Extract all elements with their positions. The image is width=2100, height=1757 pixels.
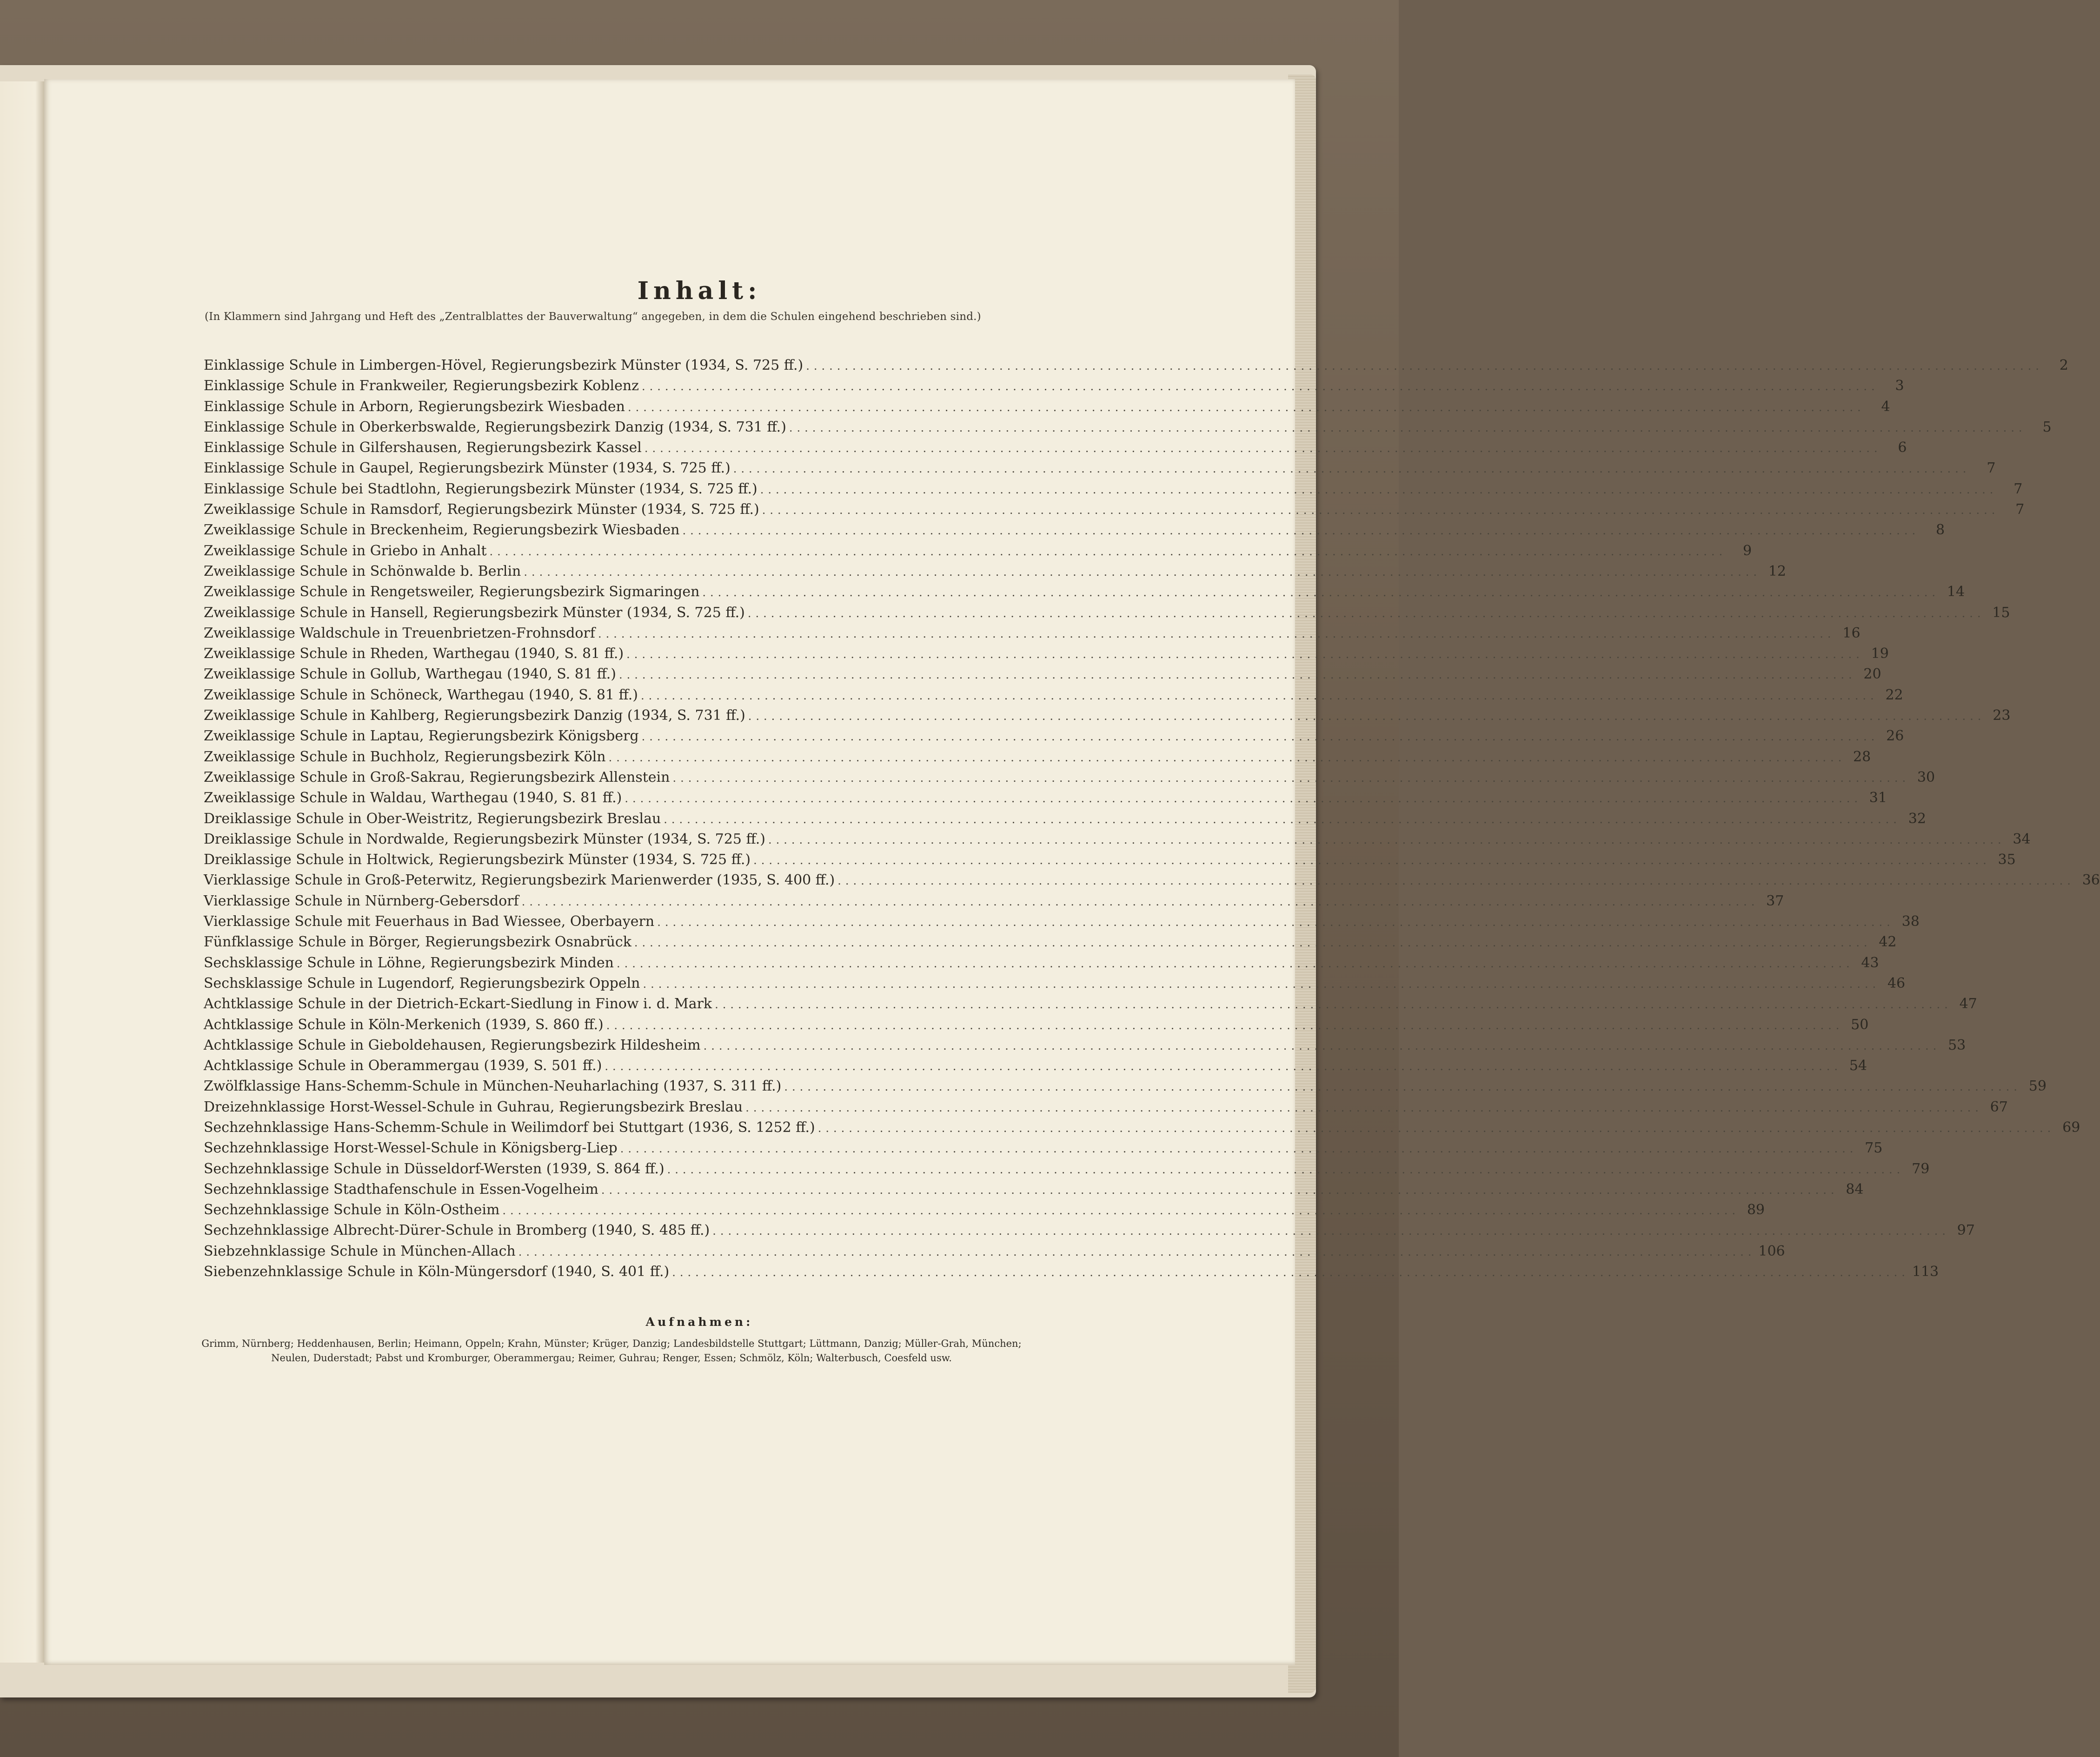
toc-entry-page: 84 bbox=[1846, 1181, 1864, 1198]
toc-entry bbox=[204, 604, 2010, 625]
toc-entry-title: Achtklassige Schule in der Dietrich-Eckart-Siedlung in Finow i. d. Mark bbox=[204, 996, 712, 1012]
toc-entry bbox=[204, 584, 1965, 604]
toc-entry bbox=[204, 398, 1890, 419]
toc-entry-page: 4 bbox=[1881, 398, 1890, 415]
toc-entry bbox=[204, 913, 1920, 934]
toc-leader-dots: ................................................................................................................................................................ bbox=[626, 648, 1864, 661]
toc-leader-dots: ................................................................................................................................................................ bbox=[502, 1204, 1740, 1218]
toc-entry-title: Zwölfklassige Hans-Schemm-Schule in München-Neuharlaching (1937, S. 311 ff.) bbox=[204, 1078, 782, 1095]
toc-entry bbox=[204, 480, 2023, 501]
toc-entry-page: 16 bbox=[1842, 625, 1861, 641]
toc-entry-page: 7 bbox=[2015, 501, 2025, 518]
toc-entry-title: Einklassige Schule in Limbergen-Hövel, Regierungsbezirk Münster (1934, S. 725 ff.) bbox=[204, 357, 804, 373]
toc-entry bbox=[204, 1202, 1765, 1222]
toc-entry bbox=[204, 460, 1996, 480]
toc-entry-title: Zweiklassige Schule in Griebo in Anhalt bbox=[204, 542, 487, 559]
toc-entry bbox=[204, 625, 1861, 646]
toc-entry bbox=[204, 501, 2025, 522]
toc-leader-dots: ................................................................................................................................................................ bbox=[601, 1183, 1839, 1197]
toc-entry bbox=[204, 852, 2016, 872]
toc-entry-page: 59 bbox=[2028, 1078, 2047, 1095]
photo-credits: Grimm, Nürnberg; Heddenhausen, Berlin; Heimann, Oppeln; Krahn, Münster; Krüger, Danzig; Landesbildstelle Stuttgart; Lüttmann, Danzig; Müller-Grah, München; Neulen, Duderstadt; Pabst und Kromburger, Oberammergau; Reimer, Guhrau; Renger, Essen; Schmölz, Köln; Walterbusch, Coesfeld usw. bbox=[201, 1338, 1022, 1364]
toc-leader-dots: ................................................................................................................................................................ bbox=[616, 957, 1854, 970]
toc-entry-title: Zweiklassige Schule in Hansell, Regierungsbezirk Münster (1934, S. 725 ff.) bbox=[204, 604, 745, 621]
toc-entry-title: Sechzehnklassige Schule in Düsseldorf-Wersten (1939, S. 864 ff.) bbox=[204, 1160, 665, 1177]
toc-entry bbox=[204, 1160, 1930, 1181]
toc-leader-dots: ................................................................................................................................................................ bbox=[817, 1121, 2055, 1135]
toc-entry-page: 32 bbox=[1908, 810, 1926, 827]
toc-entry-page: 67 bbox=[1990, 1098, 2008, 1115]
toc-leader-dots: ................................................................................................................................................................ bbox=[784, 1080, 2021, 1094]
toc-entry bbox=[204, 934, 1897, 954]
toc-entry-title: Dreiklassige Schule in Holtwick, Regierungsbezirk Münster (1934, S. 725 ff.) bbox=[204, 852, 751, 868]
toc-entry-title: Zweiklassige Schule in Ramsdorf, Regierungsbezirk Münster (1934, S. 725 ff.) bbox=[204, 501, 759, 518]
toc-entry bbox=[204, 790, 1887, 810]
toc-entry bbox=[204, 419, 2052, 439]
toc-entry-title: Zweiklassige Schule in Breckenheim, Regierungsbezirk Wiesbaden bbox=[204, 522, 680, 539]
left-page-edge bbox=[0, 81, 44, 1663]
toc-entry-page: 3 bbox=[1895, 378, 1904, 394]
toc-entry bbox=[204, 542, 1752, 563]
toc-leader-dots: ................................................................................................................................................................ bbox=[837, 874, 2075, 888]
toc-entry-page: 31 bbox=[1869, 790, 1887, 806]
toc-leader-dots: ................................................................................................................................................................ bbox=[521, 895, 1759, 908]
toc-leader-dots: ................................................................................................................................................................ bbox=[634, 936, 1872, 950]
page-subtitle-note: (In Klammern sind Jahrgang und Heft des „Zentralblattes der Bauverwaltung“ angegeben, in dem die Schulen eingehend beschrieben sind.) bbox=[205, 311, 981, 323]
toc-entry-page: 35 bbox=[1998, 852, 2016, 868]
toc-entry-page: 69 bbox=[2062, 1119, 2080, 1136]
toc-entry bbox=[204, 439, 1907, 460]
toc-entry-page: 54 bbox=[1849, 1058, 1867, 1074]
toc-leader-dots: ................................................................................................................................................................ bbox=[768, 833, 2006, 846]
toc-entry-title: Zweiklassige Schule in Rheden, Warthegau (1940, S. 81 ff.) bbox=[204, 646, 624, 662]
toc-entry-title: Siebenzehnklassige Schule in Köln-Müngersdorf (1940, S. 401 ff.) bbox=[204, 1264, 670, 1280]
toc-leader-dots: ................................................................................................................................................................ bbox=[641, 730, 1879, 744]
toc-entry bbox=[204, 1078, 2047, 1098]
toc-entry-title: Sechzehnklassige Horst-Wessel-Schule in Königsberg-Liep bbox=[204, 1140, 618, 1157]
toc-entry-page: 28 bbox=[1853, 748, 1871, 765]
toc-leader-dots: ................................................................................................................................................................ bbox=[605, 1060, 1842, 1073]
toc-entry-page: 23 bbox=[1993, 707, 2011, 724]
toc-entry bbox=[204, 872, 2100, 892]
toc-entry-title: Einklassige Schule in Oberkerbswalde, Regierungsbezirk Danzig (1934, S. 731 ff.) bbox=[204, 419, 786, 435]
toc-entry-page: 9 bbox=[1743, 542, 1752, 559]
toc-entry bbox=[204, 892, 1784, 913]
toc-leader-dots: ................................................................................................................................................................ bbox=[641, 689, 1878, 702]
toc-leader-dots: ................................................................................................................................................................ bbox=[625, 792, 1862, 805]
toc-entry-page: 5 bbox=[2042, 419, 2052, 435]
toc-entry-page: 2 bbox=[2059, 357, 2068, 373]
toc-entry-page: 97 bbox=[1957, 1222, 1975, 1239]
toc-leader-dots: ................................................................................................................................................................ bbox=[608, 751, 1846, 764]
toc-entry-title: Sechsklassige Schule in Löhne, Regierungsbezirk Minden bbox=[204, 954, 614, 971]
toc-entry-title: Achtklassige Schule in Oberammergau (1939, S. 501 ff.) bbox=[204, 1058, 602, 1074]
toc-entry-page: 79 bbox=[1912, 1160, 1930, 1177]
toc-leader-dots: ................................................................................................................................................................ bbox=[760, 483, 1998, 496]
toc-entry-page: 42 bbox=[1879, 934, 1897, 951]
toc-entry-title: Einklassige Schule in Frankweiler, Regierungsbezirk Koblenz bbox=[204, 378, 639, 394]
toc-entry-title: Zweiklassige Schule in Groß-Sakrau, Regierungsbezirk Allenstein bbox=[204, 769, 670, 785]
toc-entry-title: Fünfklassige Schule in Börger, Regierungsbezirk Osnabrück bbox=[204, 934, 631, 951]
toc-entry bbox=[204, 1181, 1864, 1202]
toc-entry-title: Zweiklassige Schule in Laptau, Regierungsbezirk Königsberg bbox=[204, 728, 639, 745]
toc-entry-page: 26 bbox=[1886, 728, 1904, 745]
toc-entry-title: Dreiklassige Schule in Nordwalde, Regierungsbezirk Münster (1934, S. 725 ff.) bbox=[204, 831, 765, 847]
toc-entry-title: Achtklassige Schule in Gieboldehausen, Regierungsbezirk Hildesheim bbox=[204, 1037, 701, 1053]
toc-entry-page: 14 bbox=[1947, 584, 1965, 600]
toc-entry-title: Zweiklassige Schule in Kahlberg, Regierungsbezirk Danzig (1934, S. 731 ff.) bbox=[204, 707, 745, 724]
toc-entry-page: 37 bbox=[1766, 892, 1784, 909]
toc-entry bbox=[204, 1222, 1975, 1243]
toc-entry-page: 15 bbox=[1992, 604, 2010, 621]
toc-entry-page: 7 bbox=[2014, 480, 2023, 497]
toc-entry-page: 50 bbox=[1851, 1016, 1869, 1033]
toc-entry-page: 36 bbox=[2082, 872, 2100, 889]
toc-leader-dots: ................................................................................................................................................................ bbox=[753, 854, 1991, 867]
toc-leader-dots: ................................................................................................................................................................ bbox=[489, 545, 1727, 558]
toc-entry-title: Zweiklassige Schule in Gollub, Warthegau (1940, S. 81 ff.) bbox=[204, 666, 616, 683]
toc-entry bbox=[204, 378, 1904, 398]
toc-entry-page: 7 bbox=[1987, 460, 1996, 477]
toc-leader-dots: ................................................................................................................................................................ bbox=[733, 462, 1971, 476]
toc-entry-page: 8 bbox=[1935, 522, 1945, 539]
toc-leader-dots: ................................................................................................................................................................ bbox=[762, 504, 2000, 517]
toc-entry-page: 6 bbox=[1898, 439, 1907, 456]
toc-entry-title: Dreiklassige Schule in Ober-Weistritz, Regierungsbezirk Breslau bbox=[204, 810, 661, 827]
toc-leader-dots: ................................................................................................................................................................ bbox=[620, 1142, 1858, 1156]
toc-leader-dots: ................................................................................................................................................................ bbox=[715, 998, 1952, 1012]
toc-leader-dots: ................................................................................................................................................................ bbox=[664, 812, 1901, 826]
toc-entry-title: Zweiklassige Schule in Schönwalde b. Berlin bbox=[204, 563, 521, 579]
credits-heading: Aufnahmen: bbox=[645, 1315, 753, 1329]
toc-entry-title: Sechzehnklassige Albrecht-Dürer-Schule in Bromberg (1940, S. 485 ff.) bbox=[204, 1222, 710, 1239]
page-title: Inhalt: bbox=[637, 277, 762, 305]
toc-leader-dots: ................................................................................................................................................................ bbox=[682, 524, 1920, 538]
toc-leader-dots: ................................................................................................................................................................ bbox=[745, 1101, 1983, 1114]
toc-entry-page: 38 bbox=[1901, 913, 1920, 930]
toc-entry-title: Einklassige Schule in Arborn, Regierungsbezirk Wiesbaden bbox=[204, 398, 625, 415]
toc-entry-title: Sechsklassige Schule in Lugendorf, Regierungsbezirk Oppeln bbox=[204, 975, 640, 992]
toc-entry bbox=[204, 1058, 1867, 1078]
toc-entry-title: Zweiklassige Schule in Schöneck, Warthegau (1940, S. 81 ff.) bbox=[204, 686, 638, 703]
toc-entry bbox=[204, 686, 1903, 707]
toc-entry-page: 22 bbox=[1885, 686, 1903, 703]
toc-entry-title: Sechzehnklassige Hans-Schemm-Schule in Weilimdorf bei Stuttgart (1936, S. 1252 ff.) bbox=[204, 1119, 815, 1136]
toc-entry-page: 53 bbox=[1948, 1037, 1966, 1053]
toc-leader-dots: ................................................................................................................................................................ bbox=[524, 565, 1761, 579]
toc-entry-page: 113 bbox=[1912, 1264, 1939, 1280]
toc-entry-title: Zweiklassige Schule in Rengetsweiler, Regierungsbezirk Sigmaringen bbox=[204, 584, 700, 600]
toc-entry bbox=[204, 975, 1906, 996]
toc-entry bbox=[204, 769, 1935, 790]
toc-leader-dots: ................................................................................................................................................................ bbox=[702, 586, 1940, 599]
toc-entry bbox=[204, 1037, 1966, 1058]
toc-entry-title: Einklassige Schule in Gaupel, Regierungsbezirk Münster (1934, S. 725 ff.) bbox=[204, 460, 731, 477]
toc-entry-page: 75 bbox=[1865, 1140, 1883, 1157]
toc-leader-dots: ................................................................................................................................................................ bbox=[644, 442, 1882, 455]
toc-leader-dots: ................................................................................................................................................................ bbox=[606, 1018, 1844, 1032]
toc-entry bbox=[204, 748, 1871, 769]
toc-entry bbox=[204, 728, 1904, 748]
toc-entry-title: Vierklassige Schule in Nürnberg-Gebersdorf bbox=[204, 892, 519, 909]
toc-entry bbox=[204, 646, 1889, 666]
toc-leader-dots: ................................................................................................................................................................ bbox=[641, 380, 1879, 393]
toc-entry-title: Sechzehnklassige Stadthafenschule in Essen-Vogelheim bbox=[204, 1181, 598, 1198]
toc-entry bbox=[204, 810, 1926, 831]
toc-entry-page: 20 bbox=[1863, 666, 1881, 683]
toc-leader-dots: ................................................................................................................................................................ bbox=[703, 1039, 1941, 1052]
toc-entry-title: Vierklassige Schule mit Feuerhaus in Bad Wiessee, Oberbayern bbox=[204, 913, 655, 930]
toc-leader-dots: ................................................................................................................................................................ bbox=[657, 916, 1894, 929]
toc-entry-page: 43 bbox=[1861, 954, 1879, 971]
toc-entry-title: Zweiklassige Schule in Waldau, Warthegau (1940, S. 81 ff.) bbox=[204, 790, 622, 806]
toc-entry bbox=[204, 707, 2011, 728]
toc-entry-title: Zweiklassige Schule in Buchholz, Regierungsbezirk Köln bbox=[204, 748, 606, 765]
toc-leader-dots: ................................................................................................................................................................ bbox=[618, 668, 1856, 682]
toc-entry bbox=[204, 1119, 2080, 1140]
toc-leader-dots: ................................................................................................................................................................ bbox=[667, 1163, 1905, 1176]
toc-entry-page: 46 bbox=[1887, 975, 1906, 992]
toc-entry bbox=[204, 1098, 2008, 1119]
toc-entry-page: 12 bbox=[1768, 563, 1787, 579]
toc-entry-page: 30 bbox=[1917, 769, 1935, 785]
toc-entry-title: Siebzehnklassige Schule in München-Allach bbox=[204, 1243, 516, 1259]
toc-entry bbox=[204, 1140, 1883, 1160]
toc-entry-title: Sechzehnklassige Schule in Köln-Ostheim bbox=[204, 1202, 500, 1218]
toc-leader-dots: ................................................................................................................................................................ bbox=[712, 1225, 1950, 1238]
toc-entry bbox=[204, 1243, 1785, 1264]
toc-leader-dots: ................................................................................................................................................................ bbox=[598, 627, 1835, 640]
toc-entry-title: Achtklassige Schule in Köln-Merkenich (1939, S. 860 ff.) bbox=[204, 1016, 604, 1033]
toc-entry-page: 106 bbox=[1758, 1243, 1785, 1259]
toc-entry bbox=[204, 996, 1977, 1016]
toc-leader-dots: ................................................................................................................................................................ bbox=[806, 359, 2043, 373]
toc-entry bbox=[204, 522, 1945, 542]
toc-leader-dots: ................................................................................................................................................................ bbox=[789, 421, 2027, 434]
toc-leader-dots: ................................................................................................................................................................ bbox=[518, 1245, 1756, 1258]
toc-entry bbox=[204, 357, 2068, 378]
toc-leader-dots: ................................................................................................................................................................ bbox=[628, 400, 1865, 414]
toc-entry bbox=[204, 666, 1881, 686]
toc-leader-dots: ................................................................................................................................................................ bbox=[672, 1266, 1909, 1279]
toc-leader-dots: ................................................................................................................................................................ bbox=[747, 606, 1985, 620]
toc-leader-dots: ................................................................................................................................................................ bbox=[748, 710, 1986, 723]
toc-entry bbox=[204, 954, 1879, 975]
toc-entry-page: 47 bbox=[1959, 996, 1977, 1012]
toc-entry bbox=[204, 1264, 1939, 1284]
toc-leader-dots: ................................................................................................................................................................ bbox=[672, 771, 1910, 785]
table-of-contents bbox=[204, 357, 2100, 1284]
toc-entry-title: Einklassige Schule bei Stadtlohn, Regierungsbezirk Münster (1934, S. 725 ff.) bbox=[204, 480, 758, 497]
toc-entry-title: Dreizehnklassige Horst-Wessel-Schule in Guhrau, Regierungsbezirk Breslau bbox=[204, 1098, 743, 1115]
toc-entry bbox=[204, 1016, 1869, 1037]
toc-leader-dots: ................................................................................................................................................................ bbox=[643, 977, 1881, 991]
toc-entry-page: 19 bbox=[1871, 646, 1889, 662]
toc-entry bbox=[204, 563, 1787, 584]
toc-entry-page: 89 bbox=[1747, 1202, 1765, 1218]
toc-entry-title: Einklassige Schule in Gilfershausen, Regierungsbezirk Kassel bbox=[204, 439, 642, 456]
toc-entry-title: Zweiklassige Waldschule in Treuenbrietzen-Frohnsdorf bbox=[204, 625, 595, 641]
toc-entry-title: Vierklassige Schule in Groß-Peterwitz, Regierungsbezirk Marienwerder (1935, S. 400 ff.) bbox=[204, 872, 835, 889]
toc-entry bbox=[204, 831, 2031, 852]
toc-entry-page: 34 bbox=[2013, 831, 2031, 847]
